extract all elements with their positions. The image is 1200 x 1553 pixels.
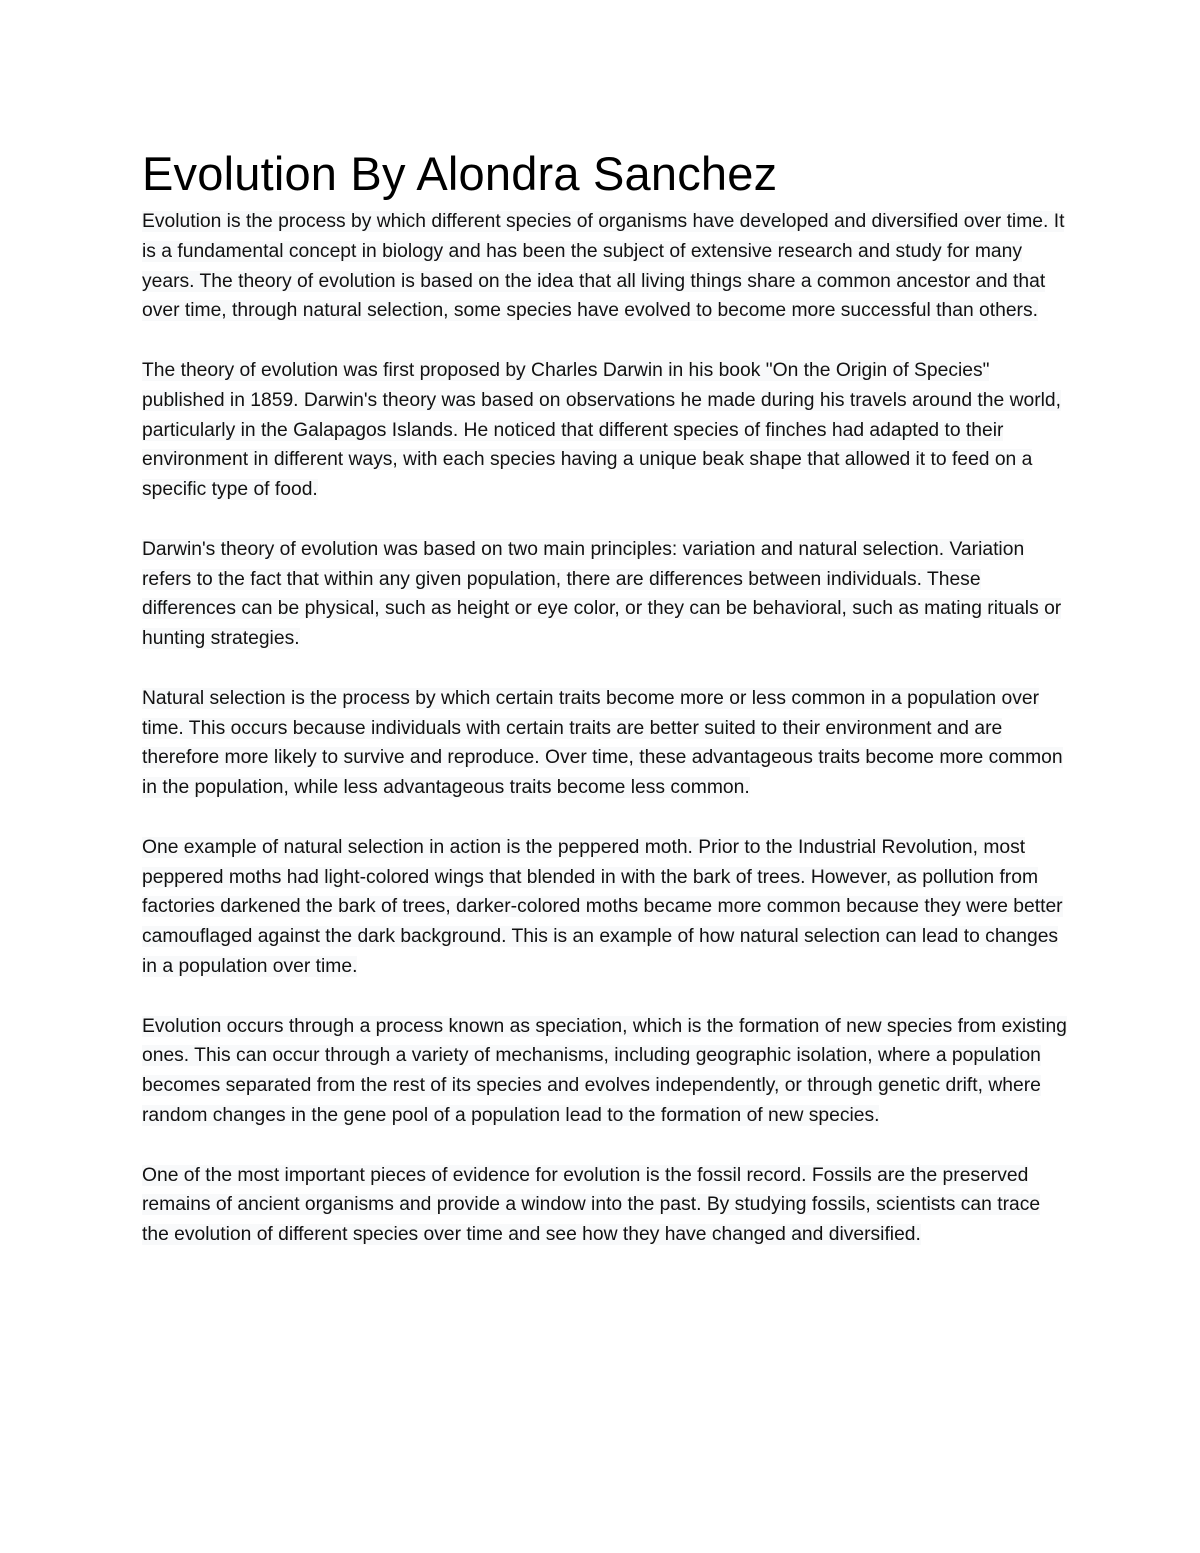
document-body	[142, 143, 1072, 1250]
paragraph-text: Evolution occurs through a process known as speciation, which is the formation of new species from existing ones. This can occur through a variety of mechanisms, including geographic isolation, where a population becomes separated from the rest of its species and evolves independently, or through genetic drift, where random changes in the gene pool of a population lead to the formation of new species.	[142, 1015, 1067, 1126]
paragraph-text: Darwin's theory of evolution was based on two main principles: variation and natural selection. Variation refers to the fact that within any given population, there are differences between individuals. These differences can be physical, such as height or eye color, or they can be behavioral, such as mating rituals or hunting strategies.	[142, 538, 1062, 650]
document-title: Evolution By Alondra Sanchez	[142, 147, 778, 200]
paragraph-text: One of the most important pieces of evidence for evolution is the fossil record. Fossils are the preserved remains of ancient organisms and provide a window into the past. By studying fossils, scientists can trace the evolution of different species over time and see how they have changed and diversified.	[142, 1164, 1041, 1246]
paragraph-speciation	[142, 1012, 1072, 1131]
paragraph-text: One example of natural selection in action is the peppered moth. Prior to the Industrial Revolution, most peppered moths had light-colored wings that blended in with the bark of trees. However, as pollution from factories darkened the bark of trees, darker-colored moths became more common because they were better camouflaged against the dark background. This is an example of how natural selection can lead to changes in a population over time.	[142, 836, 1063, 977]
paragraph-principles	[142, 535, 1072, 654]
paragraph-text: Evolution is the process by which different species of organisms have developed and diversified over time. It is a fundamental concept in biology and has been the subject of extensive research and study for many years. The theory of evolution is based on the idea that all living things share a common ancestor and that over time, through natural selection, some species have evolved to become more successful than others.	[142, 211, 1065, 322]
paragraph-natural-selection	[142, 684, 1072, 803]
paragraph-darwin	[142, 356, 1072, 505]
paragraph-intro	[142, 207, 1072, 326]
paragraph-text: The theory of evolution was first proposed by Charles Darwin in his book "On the Origin of Species" published in 1859. Darwin's theory was based on observations he made during his travels around the world, particularly in the Galapagos Islands. He noticed that different species of finches had adapted to their environment in different ways, with each species having a unique beak shape that allowed it to feed on a specific type of food.	[142, 359, 1062, 501]
paragraph-peppered-moth	[142, 833, 1072, 982]
paragraph-fossil-record	[142, 1161, 1072, 1250]
paragraph-text: Natural selection is the process by which certain traits become more or less common in a population over time. This occurs because individuals with certain traits are better suited to their environment and are therefore more likely to survive and reproduce. Over time, these advantageous traits become more common in the population, while less advantageous traits become less common.	[142, 687, 1063, 799]
